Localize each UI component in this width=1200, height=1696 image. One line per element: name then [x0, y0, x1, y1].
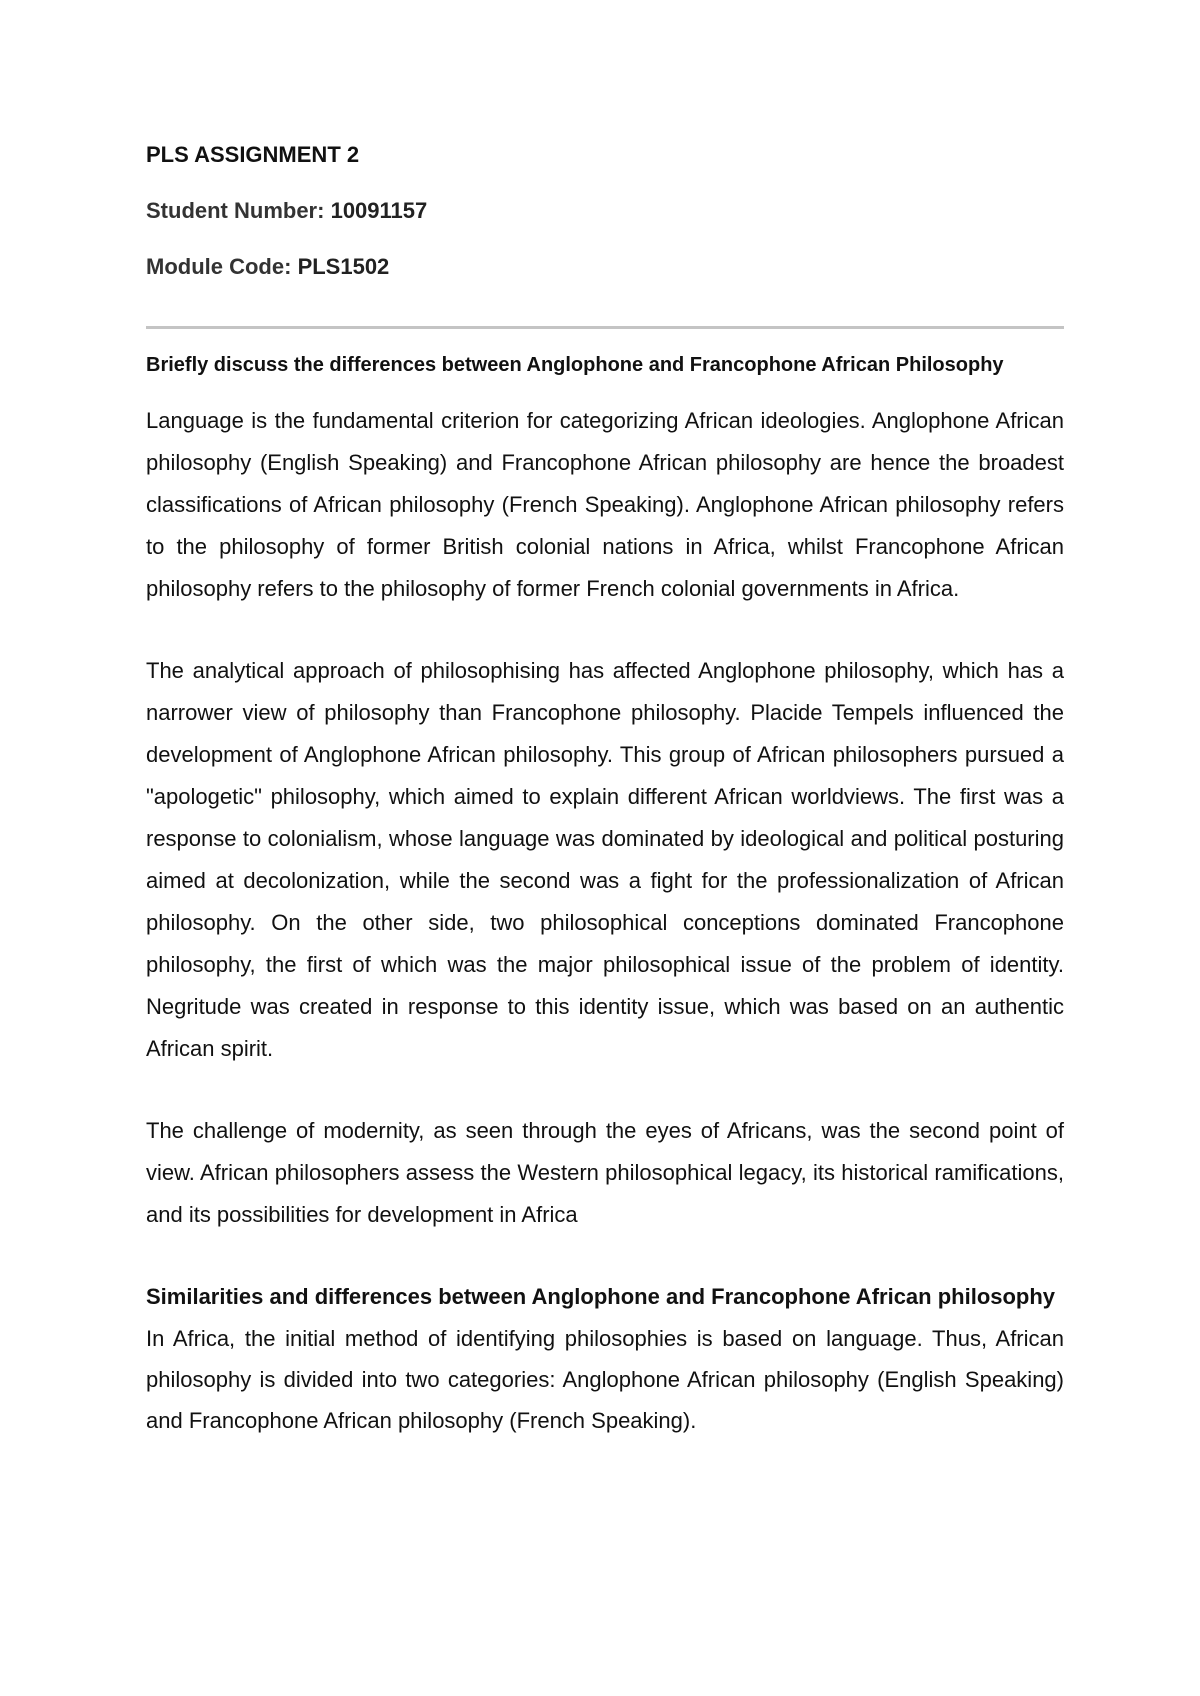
paragraph-2: The analytical approach of philosophising has affected Anglophone philosophy, which has a narrower view of philosophy than Francophone philosophy. Placide Tempels influenced the development of Anglophone African philosophy. This group of African philosophers pursued a "apologetic" philosophy, which aimed to explain different African worldviews. The first was a response to colonialism, whose language was dominated by ideological and political posturing aimed at decolonization, while the second was a fight for the professionalization of African philosophy. On the other side, two philosophical conceptions dominated Francophone philosophy, the first of which was the major philosophical issue of the problem of identity. Negritude was created in response to this identity issue, which was based on an authentic African spirit. [146, 658, 1064, 1061]
student-number-label: Student Number: [146, 198, 325, 223]
module-code-value: PLS1502 [297, 254, 390, 279]
paragraph-3: The challenge of modernity, as seen through the eyes of Africans, was the second point of view. African philosophers assess the Western philosophical legacy, its historical ramifications, and its possibilities for development in Africa [146, 1118, 1064, 1227]
question-heading: Briefly discuss the differences between Anglophone and Francophone African Philosophy [146, 354, 1004, 376]
paragraph-spacer [146, 1236, 1064, 1276]
module-code-line [146, 252, 1064, 282]
paragraph-1: Language is the fundamental criterion for categorizing African ideologies. Anglophone African philosophy (English Speaking) and Francophone African philosophy are hence the broadest classifications of African philosophy (French Speaking). Anglophone African philosophy refers to the philosophy of former British colonial nations in Africa, whilst Francophone African philosophy refers to the philosophy of former French colonial governments in Africa. [146, 408, 1064, 601]
module-code-label: Module Code: [146, 254, 292, 279]
horizontal-divider [146, 326, 1064, 329]
paragraph-4: In Africa, the initial method of identifying philosophies is based on language. Thus, African philosophy is divided into two categories: Anglophone African philosophy (English Speaking) and Francophone African philosophy (French Speaking). [146, 1326, 1064, 1433]
student-number-line [146, 196, 1064, 226]
document-title: PLS ASSIGNMENT 2 [146, 142, 360, 167]
student-number-value: 10091157 [330, 198, 428, 223]
document-page [146, 140, 1064, 1441]
paragraph-spacer [146, 1070, 1064, 1110]
paragraph-spacer [146, 610, 1064, 650]
section-heading-similarities: Similarities and differences between Anglophone and Francophone African philosophy [146, 1284, 1056, 1309]
